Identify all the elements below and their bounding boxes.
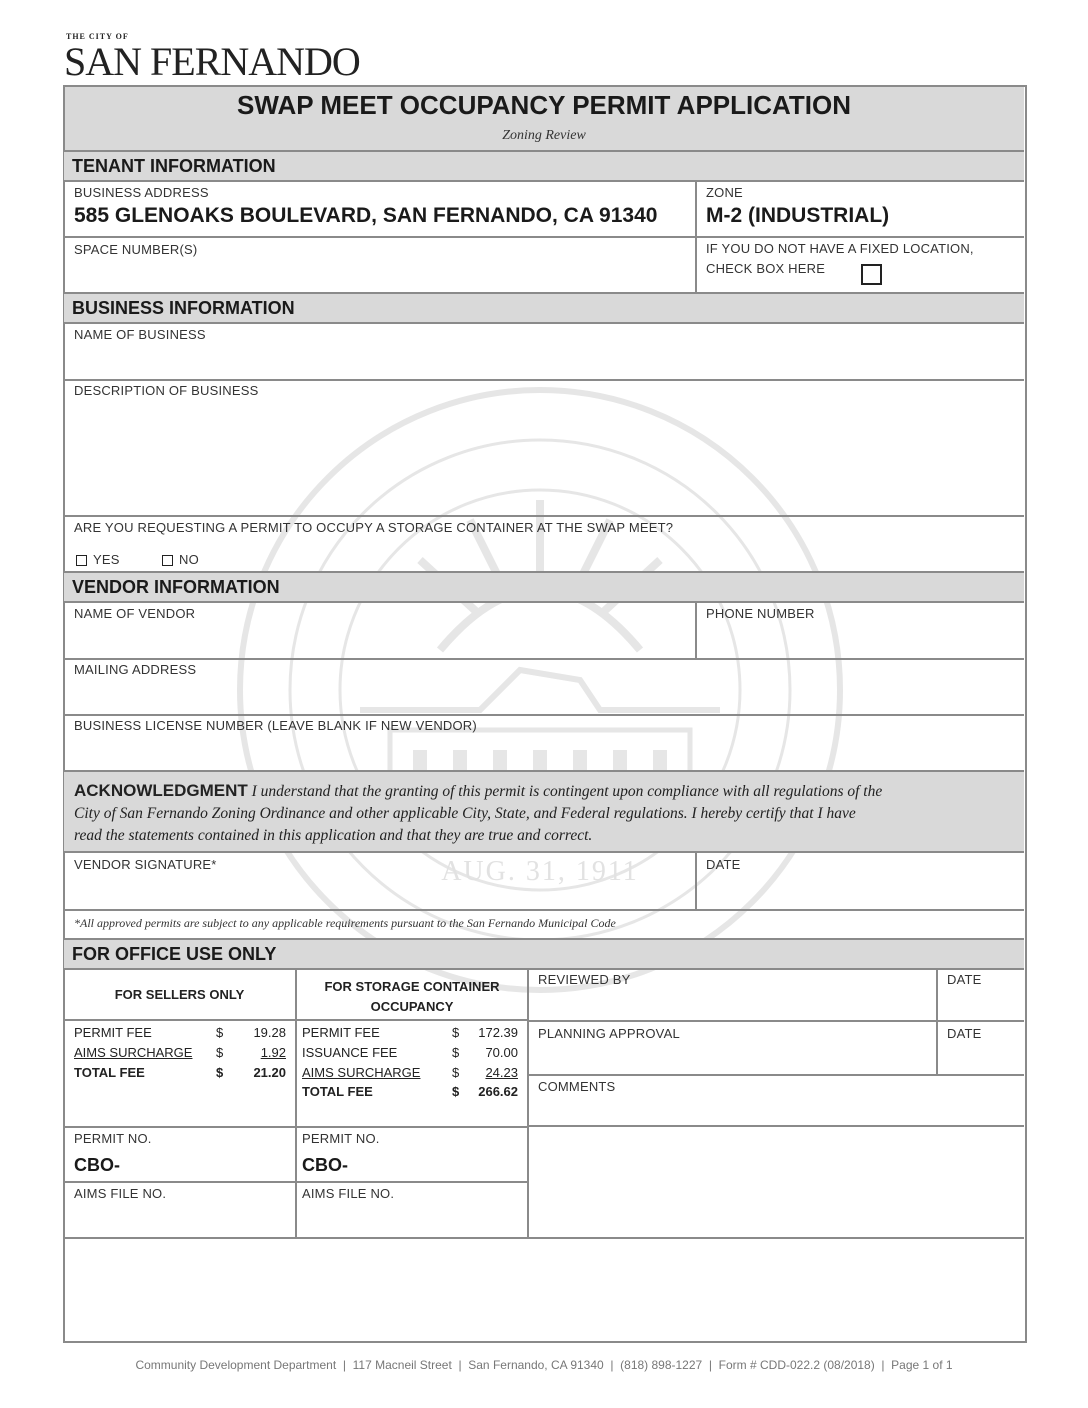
business-address-field[interactable]: 585 GLENOAKS BOULEVARD, SAN FERNANDO, CA 91340 <box>74 204 658 227</box>
storage-aims-file-label: AIMS FILE NO. <box>302 1186 395 1201</box>
business-description-field[interactable] <box>70 400 1020 512</box>
sellers-aims-file-label: AIMS FILE NO. <box>74 1186 167 1201</box>
storage-fee-dollar-0: $ <box>452 1025 460 1040</box>
yes-checkbox[interactable] <box>76 555 87 566</box>
sellers-fee-label-0: PERMIT FEE <box>74 1025 152 1040</box>
business-license-field[interactable] <box>70 734 1020 766</box>
storage-fee-label-3: TOTAL FEE <box>302 1084 373 1099</box>
sellers-permit-no-field[interactable]: CBO- <box>74 1155 120 1175</box>
footnote-text: *All approved permits are subject to any applicable requirements pursuant to the San Fernando Municipal Code <box>74 916 616 930</box>
storage-permit-no-field[interactable]: CBO- <box>302 1155 348 1175</box>
storage-fee-dollar-3: $ <box>452 1084 460 1099</box>
storage-yes-option[interactable] <box>76 552 120 567</box>
acknowledgment-text <box>74 780 1016 847</box>
storage-header-line-1: FOR STORAGE CONTAINER <box>324 979 500 994</box>
page-title: SWAP MEET OCCUPANCY PERMIT APPLICATION <box>237 90 851 120</box>
sellers-fee-dollar-1: $ <box>216 1045 224 1060</box>
vendor-signature-field[interactable] <box>70 872 690 906</box>
sellers-fee-label-2: TOTAL FEE <box>74 1065 145 1080</box>
storage-no-option[interactable] <box>162 552 199 567</box>
vendor-signature-label: VENDOR SIGNATURE* <box>74 857 217 872</box>
section-office-header: FOR OFFICE USE ONLY <box>64 940 1024 968</box>
seal-date-text: AUG. 31, 1911 <box>441 856 639 887</box>
storage-container-question: ARE YOU REQUESTING A PERMIT TO OCCUPY A STORAGE CONTAINER AT THE SWAP MEET? <box>74 520 674 535</box>
storage-fee-value-1: 70.00 <box>485 1045 518 1060</box>
acknowledgment-heading: ACKNOWLEDGMENT <box>74 781 248 800</box>
storage-fee-label-2: AIMS SURCHARGE <box>302 1065 421 1080</box>
storage-fee-value-3: 266.62 <box>478 1084 518 1099</box>
logo-big-text: SAN FERNANDO <box>64 39 360 84</box>
storage-occupancy-header <box>297 977 527 1017</box>
acknowledgment-line-2: City of San Fernando Zoning Ordinance and other applicable City, State, and Federal regulations. I hereby certify that I have <box>74 805 856 822</box>
fixed-location-label-1: IF YOU DO NOT HAVE A FIXED LOCATION, <box>706 241 974 256</box>
sellers-fee-label-1: AIMS SURCHARGE <box>74 1045 193 1060</box>
no-label: NO <box>179 552 199 567</box>
acknowledgment-line-3: read the statements contained in this application and that they are true and correct. <box>74 827 593 844</box>
business-license-label: BUSINESS LICENSE NUMBER (LEAVE BLANK IF NEW VENDOR) <box>74 718 477 733</box>
blank-bottom-area <box>66 1240 1022 1336</box>
mailing-address-label: MAILING ADDRESS <box>74 662 197 677</box>
storage-fee-label-1: ISSUANCE FEE <box>302 1045 398 1060</box>
phone-number-field[interactable] <box>702 622 1020 654</box>
business-name-label: NAME OF BUSINESS <box>74 327 206 342</box>
sellers-only-header: FOR SELLERS ONLY <box>114 987 245 1002</box>
section-vendor-header: VENDOR INFORMATION <box>64 573 1024 601</box>
sellers-fee-value-1: 1.92 <box>260 1045 286 1060</box>
vendor-name-label: NAME OF VENDOR <box>74 606 196 621</box>
reviewed-by-label: REVIEWED BY <box>538 972 631 987</box>
logo-small-text: THE CITY OF <box>66 32 129 41</box>
business-address-label: BUSINESS ADDRESS <box>74 185 209 200</box>
fixed-location-label-2: CHECK BOX HERE <box>706 261 826 276</box>
comments-label: COMMENTS <box>538 1079 616 1094</box>
yes-label: YES <box>93 552 120 567</box>
page-footer: Community Development Department | 117 Macneil Street | San Fernando, CA 91340 | (818) 898-1227 | Form # CDD-022.2 (08/2018) | Page 1 of 1 <box>135 1358 953 1372</box>
signature-date-label: DATE <box>706 857 741 872</box>
business-name-field[interactable] <box>70 344 1020 376</box>
no-fixed-location-checkbox[interactable] <box>861 264 882 285</box>
reviewed-date-label: DATE <box>947 972 982 987</box>
city-logo <box>64 32 374 88</box>
storage-fee-value-0: 172.39 <box>478 1025 518 1040</box>
sellers-fee-dollar-0: $ <box>216 1025 224 1040</box>
no-checkbox[interactable] <box>162 555 173 566</box>
acknowledgment-line-1: I understand that the granting of this permit is contingent upon compliance with all regulations of the <box>251 783 883 800</box>
sellers-fee-value-0: 19.28 <box>253 1025 286 1040</box>
phone-number-label: PHONE NUMBER <box>706 606 815 621</box>
vendor-name-field[interactable] <box>70 622 690 654</box>
storage-header-line-2: OCCUPANCY <box>370 999 454 1014</box>
page-subtitle: Zoning Review <box>502 128 586 143</box>
zone-field[interactable]: M-2 (INDUSTRIAL) <box>706 204 890 227</box>
storage-fee-value-2: 24.23 <box>485 1065 518 1080</box>
planning-date-label: DATE <box>947 1026 982 1041</box>
section-tenant-header: TENANT INFORMATION <box>64 152 1024 180</box>
planning-approval-label: PLANNING APPROVAL <box>538 1026 680 1041</box>
section-business-header: BUSINESS INFORMATION <box>64 294 1024 322</box>
storage-fee-dollar-1: $ <box>452 1045 460 1060</box>
sellers-fee-table <box>74 1025 288 1105</box>
sellers-fee-value-2: 21.20 <box>253 1065 286 1080</box>
sellers-fee-dollar-2: $ <box>216 1065 224 1080</box>
storage-fee-dollar-2: $ <box>452 1065 460 1080</box>
space-number-label: SPACE NUMBER(S) <box>74 242 198 257</box>
zone-label: ZONE <box>706 185 743 200</box>
mailing-address-field[interactable] <box>70 678 1020 710</box>
signature-date-field[interactable] <box>702 872 1020 906</box>
storage-fee-table <box>302 1025 520 1105</box>
space-number-field[interactable] <box>70 258 690 288</box>
storage-permit-no-label: PERMIT NO. <box>302 1131 380 1146</box>
business-description-label: DESCRIPTION OF BUSINESS <box>74 383 259 398</box>
storage-fee-label-0: PERMIT FEE <box>302 1025 380 1040</box>
sellers-permit-no-label: PERMIT NO. <box>74 1131 152 1146</box>
